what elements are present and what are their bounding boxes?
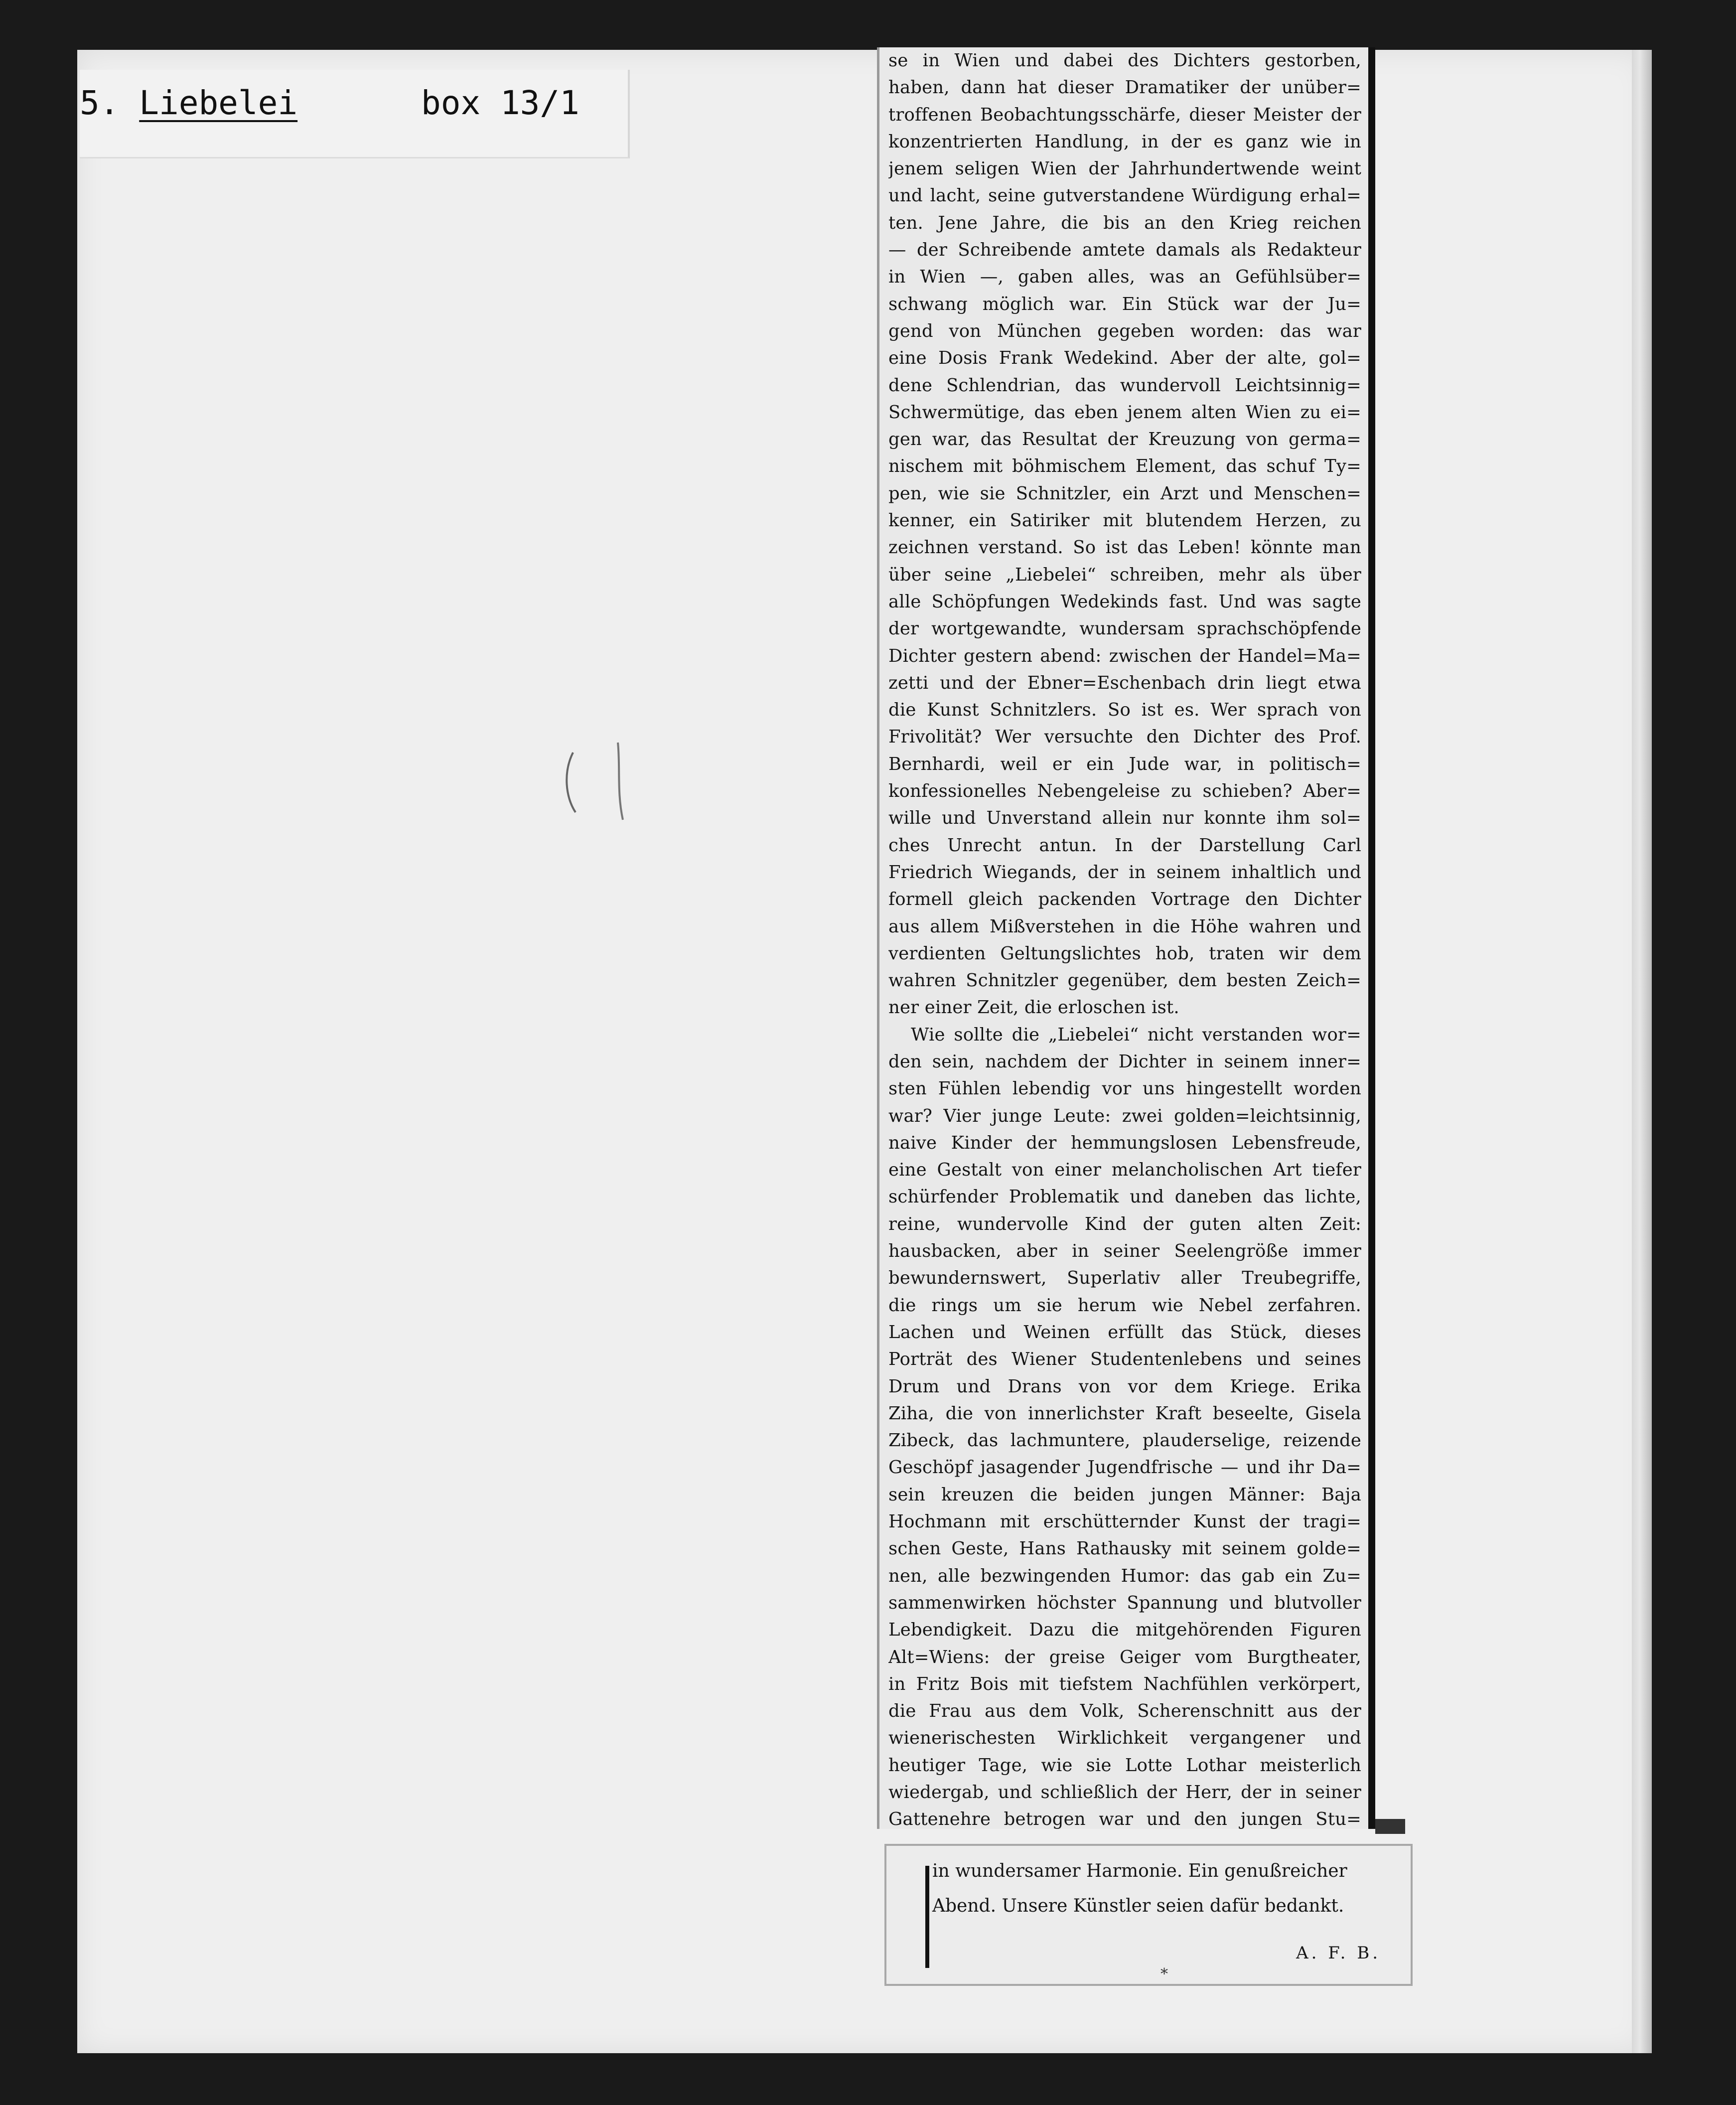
article-line: schwang möglich war. Ein Stück war der Ju=	[888, 294, 1361, 314]
article-line: Lachen und Weinen erfüllt das Stück, dieses	[888, 1322, 1361, 1343]
article-line: kenner, ein Satiriker mit blutendem Herzen, zu	[888, 510, 1361, 531]
article-line: Alt=Wiens: der greise Geiger vom Burgtheater,	[888, 1647, 1361, 1667]
article-line: wille und Unverstand allein nur konnte ihm sol=	[888, 808, 1361, 829]
article-line: in Fritz Bois mit tiefstem Nachfühlen verkörpert,	[888, 1673, 1361, 1694]
article-line: konfessionelles Nebengeleise zu schieben? Aber=	[888, 781, 1361, 802]
article-line: Geschöpf jasagender Jugendfrische — und ihr Da=	[888, 1457, 1361, 1478]
pencil-mark	[558, 733, 638, 827]
article-line: Lebendigkeit. Dazu die mitgehörenden Figuren	[888, 1620, 1361, 1641]
article-line: ten. Jene Jahre, die bis an den Krieg reichen	[888, 212, 1361, 233]
article-line: Ziha, die von innerlichster Kraft beseelte, Gisela	[888, 1403, 1361, 1424]
continuation-line-1: in wundersamer Harmonie. Ein genußreicher	[932, 1861, 1347, 1881]
article-line: Frivolität? Wer versuchte den Dichter des Prof.	[888, 727, 1361, 748]
article-line: se in Wien und dabei des Dichters gestorben,	[888, 50, 1361, 71]
article-line: Gattenehre betrogen war und den jungen Stu=	[888, 1809, 1361, 1829]
article-line: und lacht, seine gutverstandene Würdigung erhal=	[888, 185, 1361, 206]
article-line: konzentrierten Handlung, in der es ganz wie in	[888, 131, 1361, 152]
article-line: Hochmann mit erschütternder Kunst der tragi=	[888, 1511, 1361, 1532]
article-line: über seine „Liebelei“ schreiben, mehr als über	[888, 564, 1361, 585]
continuation-line-2: Abend. Unsere Künstler seien dafür bedankt.	[932, 1896, 1344, 1916]
article-line: sein kreuzen die beiden jungen Männer: Baja	[888, 1484, 1361, 1505]
article-line: Bernhardi, weil er ein Jude war, in politisch=	[888, 753, 1361, 774]
newspaper-clipping-continuation	[884, 1844, 1413, 1986]
article-line: ches Unrecht antun. In der Darstellung Carl	[888, 835, 1361, 856]
column-rule	[925, 1866, 929, 1968]
article-line: troffenen Beobachtungsschärfe, dieser Meister der	[888, 104, 1361, 125]
article-line: sten Fühlen lebendig vor uns hingestellt worden	[888, 1078, 1361, 1099]
archive-sheet	[77, 50, 1652, 2053]
article-line: verdienten Geltungslichtes hob, traten wir dem	[888, 943, 1361, 964]
article-line: Drum und Drans von vor dem Kriege. Erika	[888, 1376, 1361, 1397]
article-line: wahren Schnitzler gegenüber, dem besten Zeich=	[888, 970, 1361, 991]
article-line: heutiger Tage, wie sie Lotte Lothar meisterlich	[888, 1755, 1361, 1776]
article-line: naive Kinder der hemmungslosen Lebensfreude,	[888, 1132, 1361, 1153]
article-line: wiedergab, und schließlich der Herr, der in seiner	[888, 1782, 1361, 1803]
article-line: der wortgewandte, wundersam sprachschöpfende	[888, 618, 1361, 639]
sheet-edge	[1632, 50, 1652, 2053]
label-number: 5.	[80, 84, 120, 122]
article-line: eine Dosis Frank Wedekind. Aber der alte, gol=	[888, 348, 1361, 369]
article-line: sammenwirken höchster Spannung und blutvoller	[888, 1592, 1361, 1613]
article-line: alle Schöpfungen Wedekinds fast. Und was sagte	[888, 591, 1361, 612]
article-line: zeichnen verstand. So ist das Leben! könnte man	[888, 537, 1361, 558]
article-line: gen war, das Resultat der Kreuzung von germa=	[888, 429, 1361, 450]
clipping-shadow	[1375, 1819, 1405, 1834]
article-line: Friedrich Wiegands, der in seinem inhaltlich und	[888, 862, 1361, 883]
article-line: die Frau aus dem Volk, Scherenschnitt aus der	[888, 1701, 1361, 1722]
article-line: jenem seligen Wien der Jahrhundertwende weint	[888, 158, 1361, 179]
article-line: Porträt des Wiener Studentenlebens und seines	[888, 1349, 1361, 1370]
article-line: schürfender Problematik und daneben das lichte,	[888, 1187, 1361, 1207]
article-line: Schwermütige, das eben jenem alten Wien zu ei=	[888, 402, 1361, 423]
article-line: in Wien —, gaben alles, was an Gefühlsüber=	[888, 267, 1361, 288]
label-play-title: Liebelei	[139, 84, 298, 122]
article-line: dene Schlendrian, das wundervoll Leichtsinnig=	[888, 375, 1361, 396]
article-line: eine Gestalt von einer melancholischen Art tiefer	[888, 1160, 1361, 1181]
article-line: Zibeck, das lachmuntere, plauderselige, reizende	[888, 1430, 1361, 1451]
article-line: Wie sollte die „Liebelei“ nicht verstanden wor=	[911, 1024, 1361, 1045]
label-box-number: box 13/1	[421, 84, 579, 122]
article-line: den sein, nachdem der Dichter in seinem inner=	[888, 1051, 1361, 1072]
article-line: haben, dann hat dieser Dramatiker der unüber=	[888, 77, 1361, 98]
article-line: reine, wundervolle Kind der guten alten Zeit:	[888, 1213, 1361, 1234]
article-line: die Kunst Schnitzlers. So ist es. Wer sprach von	[888, 700, 1361, 721]
article-line: war? Vier junge Leute: zwei golden=leichtsinnig,	[888, 1105, 1361, 1126]
article-line: nischem mit böhmischem Element, das schuf Ty=	[888, 456, 1361, 477]
newspaper-clipping	[877, 47, 1375, 1829]
article-line: gend von München gegeben worden: das war	[888, 320, 1361, 341]
article-line: ner einer Zeit, die erloschen ist.	[888, 997, 1179, 1018]
article-line: schen Geste, Hans Rathausky mit seinem golde=	[888, 1538, 1361, 1559]
article-line: hausbacken, aber in seiner Seelengröße immer	[888, 1241, 1361, 1262]
author-signature: A. F. B.	[1296, 1943, 1381, 1963]
article-line: Dichter gestern abend: zwischen der Handel=Ma=	[888, 645, 1361, 666]
article-line: aus allem Mißverstehen in die Höhe wahren und	[888, 916, 1361, 937]
article-line: nen, alle bezwingenden Humor: das gab ein Zu=	[888, 1565, 1361, 1586]
star-ornament: *	[1160, 1965, 1168, 1983]
article-line: bewundernswert, Superlativ aller Treubegriffe,	[888, 1268, 1361, 1289]
article-line: formell gleich packenden Vortrage den Dichter	[888, 889, 1361, 910]
article-line: pen, wie sie Schnitzler, ein Arzt und Menschen=	[888, 483, 1361, 504]
label-title	[80, 84, 297, 122]
article-line: zetti und der Ebner=Eschenbach drin liegt etwa	[888, 672, 1361, 693]
article-line: die rings um sie herum wie Nebel zerfahren.	[888, 1295, 1361, 1316]
article-line: wienerischesten Wirklichkeit vergangener und	[888, 1728, 1361, 1749]
article-line: — der Schreibende amtete damals als Redakteur	[888, 240, 1361, 261]
